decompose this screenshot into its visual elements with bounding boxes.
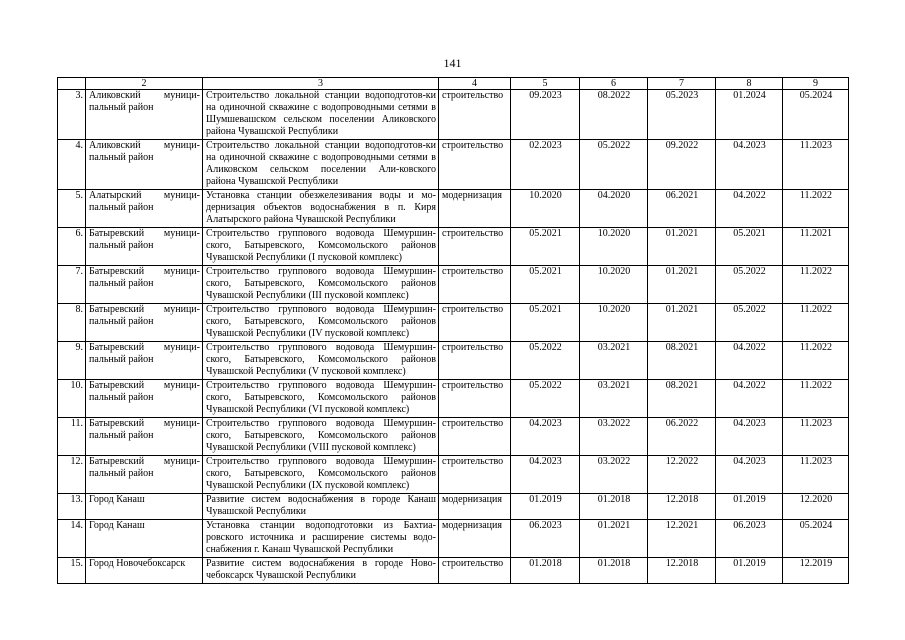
date-cell: 01.2018 [580, 494, 648, 520]
row-number: 9. [58, 342, 86, 380]
date-cell: 06.2021 [648, 190, 716, 228]
date-cell: 12.2021 [648, 520, 716, 558]
table-row [58, 520, 849, 558]
municipality-cell: Город Канаш [86, 494, 203, 520]
date-cell: 05.2022 [716, 304, 783, 342]
date-cell: 03.2021 [580, 380, 648, 418]
header-cell: 8 [716, 78, 783, 90]
date-cell: 11.2022 [783, 190, 849, 228]
project-name-cell: Установка станции обезжелезивания воды и мо-дернизация объектов водоснабжения в п. Киря Алатырского района Чувашской Республики [203, 190, 439, 228]
row-number: 4. [58, 140, 86, 190]
work-type-cell: строительство [439, 304, 511, 342]
header-cell: 7 [648, 78, 716, 90]
date-cell: 03.2022 [580, 456, 648, 494]
date-cell: 11.2022 [783, 304, 849, 342]
date-cell: 12.2018 [648, 494, 716, 520]
header-cell: 9 [783, 78, 849, 90]
municipality-cell: Батыревский муници-пальный район [86, 342, 203, 380]
table-row [58, 140, 849, 190]
header-cell: 5 [511, 78, 580, 90]
date-cell: 11.2022 [783, 380, 849, 418]
row-number: 12. [58, 456, 86, 494]
project-name-cell: Развитие систем водоснабжения в городе Канаш Чувашской Республики [203, 494, 439, 520]
table-row [58, 418, 849, 456]
date-cell: 06.2023 [511, 520, 580, 558]
date-cell: 12.2022 [648, 456, 716, 494]
municipality-cell: Батыревский муници-пальный район [86, 418, 203, 456]
date-cell: 08.2021 [648, 380, 716, 418]
date-cell: 04.2023 [511, 456, 580, 494]
header-cell: 2 [86, 78, 203, 90]
date-cell: 12.2019 [783, 558, 849, 584]
row-number: 10. [58, 380, 86, 418]
municipality-cell: Аликовский муници-пальный район [86, 140, 203, 190]
municipality-cell: Батыревский муници-пальный район [86, 266, 203, 304]
municipality-cell: Город Новочебоксарск [86, 558, 203, 584]
date-cell: 04.2023 [716, 418, 783, 456]
row-number: 6. [58, 228, 86, 266]
date-cell: 05.2021 [511, 228, 580, 266]
date-cell: 09.2022 [648, 140, 716, 190]
date-cell: 05.2024 [783, 520, 849, 558]
table-row [58, 494, 849, 520]
date-cell: 05.2021 [511, 266, 580, 304]
page-number: 141 [443, 56, 462, 70]
project-name-cell: Строительство группового водовода Шемуршин-ского, Батыревского, Комсомольского районов Чувашской Республики (VI пусковой комплекс) [203, 380, 439, 418]
date-cell: 04.2020 [580, 190, 648, 228]
date-cell: 11.2023 [783, 456, 849, 494]
work-type-cell: строительство [439, 90, 511, 140]
date-cell: 01.2021 [648, 266, 716, 304]
row-number: 13. [58, 494, 86, 520]
date-cell: 04.2022 [716, 190, 783, 228]
date-cell: 04.2022 [716, 342, 783, 380]
header-cell [58, 78, 86, 90]
table-row [58, 456, 849, 494]
date-cell: 06.2023 [716, 520, 783, 558]
date-cell: 10.2020 [580, 304, 648, 342]
date-cell: 06.2022 [648, 418, 716, 456]
date-cell: 12.2018 [648, 558, 716, 584]
project-name-cell: Установка станции водоподготовки из Бахтиа-ровского источника и расширение системы водо-снабжения г. Канаш Чувашской Республики [203, 520, 439, 558]
project-name-cell: Строительство группового водовода Шемуршин-ского, Батыревского, Комсомольского районов Чувашской Республики (III пусковой комплекс) [203, 266, 439, 304]
row-number: 7. [58, 266, 86, 304]
project-name-cell: Развитие систем водоснабжения в городе Ново-чебоксарск Чувашской Республики [203, 558, 439, 584]
row-number: 5. [58, 190, 86, 228]
date-cell: 10.2020 [511, 190, 580, 228]
work-type-cell: модернизация [439, 520, 511, 558]
date-cell: 10.2020 [580, 228, 648, 266]
date-cell: 05.2024 [783, 90, 849, 140]
table-row [58, 380, 849, 418]
municipality-cell: Аликовский муници-пальный район [86, 90, 203, 140]
date-cell: 04.2023 [716, 456, 783, 494]
project-name-cell: Строительство локальной станции водоподготов-ки на одиночной скважине с водопроводными сетями в Аликовском сельском поселении Али-ковского района Чувашской Республики [203, 140, 439, 190]
date-cell: 05.2022 [511, 342, 580, 380]
table-row [58, 342, 849, 380]
municipality-cell: Батыревский муници-пальный район [86, 228, 203, 266]
date-cell: 01.2021 [648, 228, 716, 266]
work-type-cell: строительство [439, 418, 511, 456]
date-cell: 01.2018 [511, 558, 580, 584]
date-cell: 03.2022 [580, 418, 648, 456]
row-number: 11. [58, 418, 86, 456]
municipality-cell: Батыревский муници-пальный район [86, 456, 203, 494]
work-type-cell: строительство [439, 342, 511, 380]
row-number: 15. [58, 558, 86, 584]
date-cell: 05.2022 [716, 266, 783, 304]
municipality-cell: Город Канаш [86, 520, 203, 558]
date-cell: 11.2023 [783, 418, 849, 456]
header-cell: 6 [580, 78, 648, 90]
table-row [58, 90, 849, 140]
date-cell: 01.2021 [580, 520, 648, 558]
date-cell: 08.2021 [648, 342, 716, 380]
date-cell: 12.2020 [783, 494, 849, 520]
date-cell: 05.2022 [511, 380, 580, 418]
project-name-cell: Строительство локальной станции водоподготов-ки на одиночной скважине с водопроводными сетями в Шумшевашском сельском поселении Аликовского района Чувашской Республики [203, 90, 439, 140]
municipality-cell: Батыревский муници-пальный район [86, 304, 203, 342]
projects-table [57, 77, 849, 584]
date-cell: 11.2021 [783, 228, 849, 266]
date-cell: 11.2023 [783, 140, 849, 190]
work-type-cell: строительство [439, 456, 511, 494]
table-row [58, 266, 849, 304]
work-type-cell: строительство [439, 558, 511, 584]
work-type-cell: модернизация [439, 190, 511, 228]
work-type-cell: модернизация [439, 494, 511, 520]
row-number: 14. [58, 520, 86, 558]
date-cell: 02.2023 [511, 140, 580, 190]
column-number-row [58, 78, 849, 90]
work-type-cell: строительство [439, 266, 511, 304]
work-type-cell: строительство [439, 140, 511, 190]
date-cell: 04.2023 [511, 418, 580, 456]
table-row [58, 558, 849, 584]
date-cell: 05.2023 [648, 90, 716, 140]
date-cell: 03.2021 [580, 342, 648, 380]
date-cell: 11.2022 [783, 342, 849, 380]
date-cell: 01.2018 [580, 558, 648, 584]
header-cell: 3 [203, 78, 439, 90]
table-row [58, 304, 849, 342]
date-cell: 01.2019 [716, 494, 783, 520]
date-cell: 08.2022 [580, 90, 648, 140]
date-cell: 04.2022 [716, 380, 783, 418]
date-cell: 04.2023 [716, 140, 783, 190]
work-type-cell: строительство [439, 380, 511, 418]
project-name-cell: Строительство группового водовода Шемуршин-ского, Батыревского, Комсомольского районов Чувашской Республики (I пусковой комплекс) [203, 228, 439, 266]
table-row [58, 228, 849, 266]
work-type-cell: строительство [439, 228, 511, 266]
date-cell: 05.2021 [511, 304, 580, 342]
municipality-cell: Батыревский муници-пальный район [86, 380, 203, 418]
date-cell: 01.2021 [648, 304, 716, 342]
row-number: 3. [58, 90, 86, 140]
date-cell: 11.2022 [783, 266, 849, 304]
date-cell: 01.2019 [511, 494, 580, 520]
date-cell: 05.2022 [580, 140, 648, 190]
project-name-cell: Строительство группового водовода Шемуршин-ского, Батыревского, Комсомольского районов Чувашской Республики (IX пусковой комплекс) [203, 456, 439, 494]
municipality-cell: Алатырский муници-пальный район [86, 190, 203, 228]
project-name-cell: Строительство группового водовода Шемуршин-ского, Батыревского, Комсомольского районов Чувашской Республики (V пусковой комплекс) [203, 342, 439, 380]
date-cell: 10.2020 [580, 266, 648, 304]
project-name-cell: Строительство группового водовода Шемуршин-ского, Батыревского, Комсомольского районов Чувашской Республики (VIII пусковой комплекс) [203, 418, 439, 456]
project-name-cell: Строительство группового водовода Шемуршин-ского, Батыревского, Комсомольского районов Чувашской Республики (IV пусковой комплекс) [203, 304, 439, 342]
row-number: 8. [58, 304, 86, 342]
header-cell: 4 [439, 78, 511, 90]
date-cell: 01.2024 [716, 90, 783, 140]
date-cell: 05.2021 [716, 228, 783, 266]
date-cell: 09.2023 [511, 90, 580, 140]
table-row [58, 190, 849, 228]
date-cell: 01.2019 [716, 558, 783, 584]
